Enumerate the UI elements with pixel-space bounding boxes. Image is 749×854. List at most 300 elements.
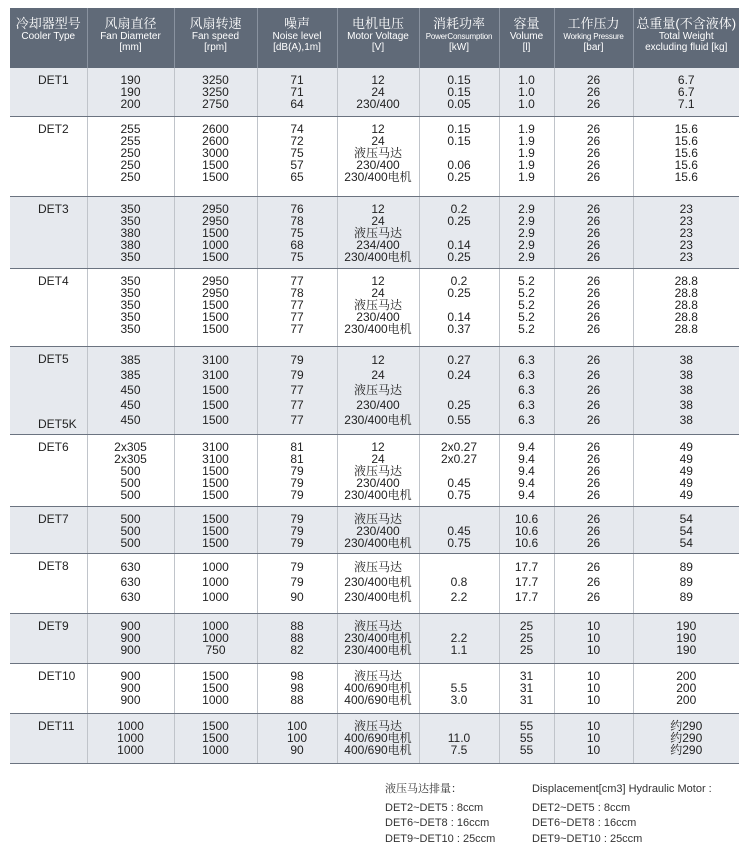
power-value: 0.2 xyxy=(450,201,468,216)
table-row xyxy=(10,196,739,268)
pressure-value: 26 xyxy=(586,225,601,240)
pressure-value: 26 xyxy=(586,321,601,336)
voltage-value: 230/400电机 xyxy=(344,169,412,184)
footer-line: DET2~DET5 : 8ccm xyxy=(532,801,631,814)
table-row xyxy=(10,506,739,553)
weight-value: 49 xyxy=(679,439,693,454)
volume-cell xyxy=(499,613,554,663)
diameter-value: 500 xyxy=(120,511,141,526)
power-values xyxy=(420,664,499,710)
volume-cell xyxy=(499,663,554,713)
header-unit: [dB(A),1m] xyxy=(273,42,321,53)
noise-value: 71 xyxy=(290,73,304,87)
pressure-values xyxy=(555,664,633,710)
speed-value: 3100 xyxy=(202,451,229,466)
noise-value: 81 xyxy=(290,439,304,454)
pressure-value: 10 xyxy=(586,718,601,733)
pressure-value: 26 xyxy=(586,169,601,184)
noise-values xyxy=(258,664,337,710)
weight-cell xyxy=(633,553,739,613)
speed-value: 1500 xyxy=(202,718,229,733)
volume-value: 9.4 xyxy=(518,439,535,454)
weight-value: 23 xyxy=(679,225,693,240)
speed-cell xyxy=(174,68,257,116)
footer-line: DET6~DET8 : 16ccm xyxy=(385,817,490,829)
noise-value: 77 xyxy=(290,382,304,397)
speed-values xyxy=(175,117,257,187)
noise-values xyxy=(258,117,337,187)
power-cell xyxy=(419,116,499,196)
volume-value: 6.3 xyxy=(518,412,535,427)
noise-value: 79 xyxy=(290,475,304,490)
speed-values xyxy=(175,664,257,710)
speed-cell xyxy=(174,613,257,663)
voltage-value: 12 xyxy=(371,201,385,216)
volume-value: 5.2 xyxy=(518,321,535,336)
noise-cell xyxy=(257,268,337,346)
pressure-value: 10 xyxy=(586,618,601,633)
power-value: 0.15 xyxy=(447,133,471,148)
noise-cell xyxy=(257,196,337,268)
noise-value: 79 xyxy=(290,463,304,478)
pressure-value: 26 xyxy=(586,475,601,490)
table-row xyxy=(10,116,739,196)
weight-value: 200 xyxy=(676,692,697,707)
weight-value: 23 xyxy=(679,213,693,228)
volume-value: 1.0 xyxy=(518,97,535,111)
voltage-value: 12 xyxy=(371,121,385,136)
power-value: 0.24 xyxy=(447,367,471,382)
pressure-value: 26 xyxy=(586,201,601,216)
speed-value: 2950 xyxy=(202,213,229,228)
noise-cell xyxy=(257,346,337,434)
noise-value: 78 xyxy=(290,213,304,228)
pressure-value: 26 xyxy=(586,397,601,412)
weight-value: 28.8 xyxy=(674,273,698,288)
pressure-values xyxy=(555,117,633,187)
diameter-cell xyxy=(87,713,174,763)
pressure-value: 26 xyxy=(586,145,601,160)
cooler-type-cell xyxy=(10,613,87,663)
header-noise-level xyxy=(257,8,337,68)
speed-value: 1500 xyxy=(202,225,229,240)
cooler-type: DET3 xyxy=(38,201,69,216)
power-value: 2.2 xyxy=(450,630,468,645)
voltage-value: 液压马达 xyxy=(353,382,402,397)
speed-value: 1000 xyxy=(202,589,229,604)
speed-value: 1500 xyxy=(202,487,229,502)
voltage-value: 230/400电机 xyxy=(344,535,412,550)
diameter-value: 380 xyxy=(120,225,141,240)
weight-values xyxy=(634,269,740,339)
header-cn: 总重量(不含液体) xyxy=(636,16,737,31)
pressure-cell xyxy=(554,68,633,116)
diameter-cell xyxy=(87,663,174,713)
power-value xyxy=(420,465,499,477)
weight-value: 49 xyxy=(679,475,693,490)
speed-value: 2950 xyxy=(202,285,229,300)
diameter-value: 350 xyxy=(120,321,141,336)
voltage-values xyxy=(338,507,419,553)
power-value: 0.37 xyxy=(447,321,471,336)
volume-value: 2.9 xyxy=(518,201,535,216)
voltage-cell xyxy=(337,68,419,116)
diameter-value: 250 xyxy=(120,145,141,160)
power-values xyxy=(420,117,499,187)
speed-value: 1500 xyxy=(202,382,229,397)
voltage-value: 12 xyxy=(371,73,385,87)
cooler-type: DET4 xyxy=(38,273,69,288)
pressure-value: 26 xyxy=(586,297,601,312)
speed-value: 3000 xyxy=(202,145,229,160)
table-row xyxy=(10,434,739,506)
power-value xyxy=(420,720,499,732)
weight-cell xyxy=(633,663,739,713)
diameter-values xyxy=(88,714,174,760)
table-row xyxy=(10,268,739,346)
noise-cell xyxy=(257,506,337,553)
voltage-values xyxy=(338,197,419,267)
power-value: 0.14 xyxy=(447,309,471,324)
weight-value: 约290 xyxy=(670,742,703,757)
diameter-value: 190 xyxy=(120,85,141,99)
diameter-cell xyxy=(87,506,174,553)
footer-line: DET9~DET10 : 25ccm xyxy=(385,832,496,845)
volume-value: 10.6 xyxy=(514,511,539,526)
noise-value: 79 xyxy=(290,511,304,526)
header-unit: excluding fluid [kg] xyxy=(645,42,728,53)
diameter-value: 250 xyxy=(120,157,141,172)
speed-value: 1500 xyxy=(202,397,229,412)
weight-values xyxy=(634,664,740,710)
speed-value: 3100 xyxy=(202,439,229,454)
diameter-value: 900 xyxy=(120,680,141,695)
weight-values xyxy=(634,347,740,432)
pressure-value: 10 xyxy=(586,680,601,695)
table-row xyxy=(10,613,739,663)
footer-note-cn xyxy=(385,782,495,847)
diameter-values xyxy=(88,347,174,432)
weight-value: 15.6 xyxy=(674,145,698,160)
volume-value: 17.7 xyxy=(514,589,539,604)
noise-value: 88 xyxy=(290,630,304,645)
diameter-value: 350 xyxy=(120,273,141,288)
weight-values xyxy=(634,614,740,660)
weight-value: 49 xyxy=(679,487,693,502)
power-values xyxy=(420,347,499,432)
voltage-cell xyxy=(337,553,419,613)
table-row xyxy=(10,663,739,713)
pressure-value: 26 xyxy=(586,249,601,264)
volume-value: 1.9 xyxy=(518,169,535,184)
weight-values xyxy=(634,554,740,609)
diameter-value: 350 xyxy=(120,297,141,312)
power-value: 11.0 xyxy=(447,730,471,745)
header-en: PowerConsumption xyxy=(425,32,493,41)
pressure-value: 26 xyxy=(586,451,601,466)
noise-value: 81 xyxy=(290,451,304,466)
diameter-value: 255 xyxy=(120,121,141,136)
cooler-type: DET6 xyxy=(38,439,69,454)
diameter-value: 350 xyxy=(120,213,141,228)
noise-values xyxy=(258,507,337,553)
volume-values xyxy=(500,269,554,339)
weight-value: 54 xyxy=(679,511,693,526)
diameter-cell xyxy=(87,268,174,346)
volume-value: 2.9 xyxy=(518,213,535,228)
volume-cell xyxy=(499,553,554,613)
pressure-cell xyxy=(554,663,633,713)
pressure-value: 10 xyxy=(586,742,601,757)
volume-value: 31 xyxy=(519,692,534,707)
voltage-value: 24 xyxy=(371,213,385,228)
spec-table xyxy=(10,8,739,764)
voltage-values xyxy=(338,554,419,609)
header-fan-speed xyxy=(174,8,257,68)
speed-value: 1500 xyxy=(202,730,229,745)
diameter-value: 385 xyxy=(120,352,141,367)
power-cell xyxy=(419,713,499,763)
speed-value: 1000 xyxy=(202,574,229,589)
weight-values xyxy=(634,197,740,267)
speed-value: 1500 xyxy=(202,249,229,264)
voltage-cell xyxy=(337,613,419,663)
pressure-value: 10 xyxy=(586,630,601,645)
diameter-values xyxy=(88,68,174,114)
header-volume xyxy=(499,8,554,68)
power-value: 0.55 xyxy=(447,412,471,427)
noise-cell xyxy=(257,116,337,196)
voltage-values xyxy=(338,269,419,339)
power-values xyxy=(420,197,499,267)
voltage-value: 24 xyxy=(371,367,385,382)
volume-value: 5.2 xyxy=(518,285,535,300)
header-unit: [rpm] xyxy=(204,42,227,53)
power-values xyxy=(420,714,499,760)
voltage-value: 24 xyxy=(371,451,385,466)
weight-value: 15.6 xyxy=(674,169,698,184)
voltage-value: 230/400电机 xyxy=(344,249,412,264)
weight-value: 49 xyxy=(679,451,693,466)
power-value: 0.15 xyxy=(447,73,471,87)
cooler-type-cell xyxy=(10,268,87,346)
header-cooler-type xyxy=(10,8,87,68)
power-value xyxy=(420,513,499,525)
header-power-consumption xyxy=(419,8,499,68)
speed-values xyxy=(175,197,257,267)
pressure-values xyxy=(555,614,633,660)
noise-value: 75 xyxy=(290,145,304,160)
voltage-value: 液压马达 xyxy=(353,718,402,733)
speed-cell xyxy=(174,553,257,613)
cooler-type-cell xyxy=(10,68,87,116)
noise-value: 77 xyxy=(290,397,304,412)
voltage-value: 12 xyxy=(371,273,385,288)
weight-value: 约290 xyxy=(670,730,703,745)
weight-value: 15.6 xyxy=(674,133,698,148)
speed-cell xyxy=(174,268,257,346)
voltage-value: 12 xyxy=(371,352,385,367)
weight-value: 190 xyxy=(676,618,697,633)
diameter-value: 350 xyxy=(120,309,141,324)
power-cell xyxy=(419,268,499,346)
volume-value: 6.3 xyxy=(518,397,535,412)
voltage-values xyxy=(338,614,419,660)
power-value: 0.15 xyxy=(447,121,471,136)
pressure-values xyxy=(555,269,633,339)
speed-value: 3250 xyxy=(202,85,229,99)
diameter-value: 1000 xyxy=(117,742,144,757)
volume-value: 6.3 xyxy=(518,352,535,367)
voltage-value: 液压马达 xyxy=(353,559,402,574)
diameter-values xyxy=(88,507,174,553)
cooler-type: DET10 xyxy=(38,668,76,683)
diameter-value: 190 xyxy=(120,73,141,87)
header-cn: 风扇直径 xyxy=(104,16,157,31)
header-en: Noise level xyxy=(272,31,322,42)
noise-values xyxy=(258,347,337,432)
voltage-value: 24 xyxy=(371,85,385,99)
diameter-values xyxy=(88,435,174,505)
table-row xyxy=(10,553,739,613)
speed-value: 1500 xyxy=(202,157,229,172)
volume-value: 25 xyxy=(519,630,534,645)
pressure-value: 10 xyxy=(586,642,601,657)
diameter-value: 500 xyxy=(120,535,141,550)
header-unit: [kW] xyxy=(449,42,469,53)
weight-value: 15.6 xyxy=(674,157,698,172)
volume-value: 1.0 xyxy=(518,73,535,87)
noise-value: 88 xyxy=(290,692,304,707)
diameter-value: 385 xyxy=(120,367,141,382)
pressure-value: 26 xyxy=(586,133,601,148)
voltage-values xyxy=(338,68,419,114)
header-cn: 工作压力 xyxy=(567,16,620,31)
noise-values xyxy=(258,714,337,760)
speed-cell xyxy=(174,713,257,763)
noise-value: 79 xyxy=(290,487,304,502)
voltage-value: 230/400电机 xyxy=(344,487,412,502)
weight-value: 28.8 xyxy=(674,285,698,300)
diameter-cell xyxy=(87,346,174,434)
weight-values xyxy=(634,435,740,505)
header-total-weight xyxy=(633,8,739,68)
volume-value: 10.6 xyxy=(514,523,539,538)
cooler-type-cell xyxy=(10,434,87,506)
speed-value: 1500 xyxy=(202,668,229,683)
diameter-value: 2x305 xyxy=(114,451,147,466)
volume-cell xyxy=(499,116,554,196)
pressure-value: 10 xyxy=(586,730,601,745)
pressure-cell xyxy=(554,553,633,613)
footer-title: Displacement[cm3] Hydraulic Motor : xyxy=(532,783,712,795)
diameter-value: 900 xyxy=(120,642,141,657)
weight-value: 23 xyxy=(679,201,693,216)
diameter-value: 500 xyxy=(120,475,141,490)
speed-value: 3100 xyxy=(202,352,229,367)
pressure-value: 26 xyxy=(586,121,601,136)
speed-value: 1500 xyxy=(202,511,229,526)
pressure-cell xyxy=(554,506,633,553)
power-value: 0.45 xyxy=(447,523,471,538)
volume-value: 55 xyxy=(519,718,534,733)
power-value: 3.0 xyxy=(450,692,468,707)
diameter-value: 2x305 xyxy=(114,439,147,454)
speed-value: 1500 xyxy=(202,297,229,312)
speed-values xyxy=(175,68,257,114)
speed-value: 1000 xyxy=(202,692,229,707)
weight-value: 38 xyxy=(679,352,693,367)
diameter-value: 630 xyxy=(120,589,141,604)
diameter-value: 250 xyxy=(120,169,141,184)
volume-value: 10.6 xyxy=(514,535,539,550)
table-row xyxy=(10,713,739,763)
power-values xyxy=(420,614,499,660)
voltage-value: 液压马达 xyxy=(353,511,402,526)
cooler-type-cell xyxy=(10,116,87,196)
diameter-values xyxy=(88,269,174,339)
speed-value: 3100 xyxy=(202,367,229,382)
speed-value: 1000 xyxy=(202,237,229,252)
weight-value: 54 xyxy=(679,535,693,550)
pressure-values xyxy=(555,507,633,553)
volume-value: 6.3 xyxy=(518,382,535,397)
weight-value: 89 xyxy=(679,559,693,574)
pressure-value: 26 xyxy=(586,213,601,228)
voltage-value: 230/400电机 xyxy=(344,574,412,589)
noise-value: 77 xyxy=(290,273,304,288)
volume-cell xyxy=(499,346,554,434)
noise-value: 90 xyxy=(290,589,304,604)
pressure-cell xyxy=(554,613,633,663)
pressure-cell xyxy=(554,268,633,346)
pressure-value: 26 xyxy=(586,97,601,111)
voltage-value: 230/400电机 xyxy=(344,321,412,336)
weight-value: 38 xyxy=(679,397,693,412)
pressure-value: 26 xyxy=(586,237,601,252)
power-value: 0.75 xyxy=(447,487,471,502)
weight-value: 约290 xyxy=(670,718,703,733)
weight-value: 200 xyxy=(676,668,697,683)
weight-value: 6.7 xyxy=(677,85,695,99)
header-en: Fan Diameter xyxy=(100,31,161,42)
noise-value: 79 xyxy=(290,352,304,367)
pressure-cell xyxy=(554,116,633,196)
voltage-value: 230/400 xyxy=(356,97,400,111)
footer-title: 液压马达排量： xyxy=(385,783,462,795)
power-value: 5.5 xyxy=(450,680,468,695)
pressure-cell xyxy=(554,196,633,268)
diameter-value: 450 xyxy=(120,412,141,427)
weight-value: 89 xyxy=(679,589,693,604)
weight-cell xyxy=(633,434,739,506)
volume-value: 9.4 xyxy=(518,451,535,466)
speed-value: 1500 xyxy=(202,680,229,695)
header-cn: 噪声 xyxy=(283,16,310,31)
power-cell xyxy=(419,553,499,613)
header-en: Cooler Type xyxy=(21,31,76,42)
volume-value: 31 xyxy=(519,680,534,695)
footer-line: DET9~DET10 : 25ccm xyxy=(532,832,643,845)
diameter-cell xyxy=(87,196,174,268)
diameter-value: 500 xyxy=(120,523,141,538)
header-row xyxy=(10,8,739,68)
cooler-type-cell xyxy=(10,506,87,553)
voltage-value: 24 xyxy=(371,133,385,148)
noise-value: 72 xyxy=(290,133,304,148)
noise-cell xyxy=(257,553,337,613)
volume-value: 9.4 xyxy=(518,475,535,490)
